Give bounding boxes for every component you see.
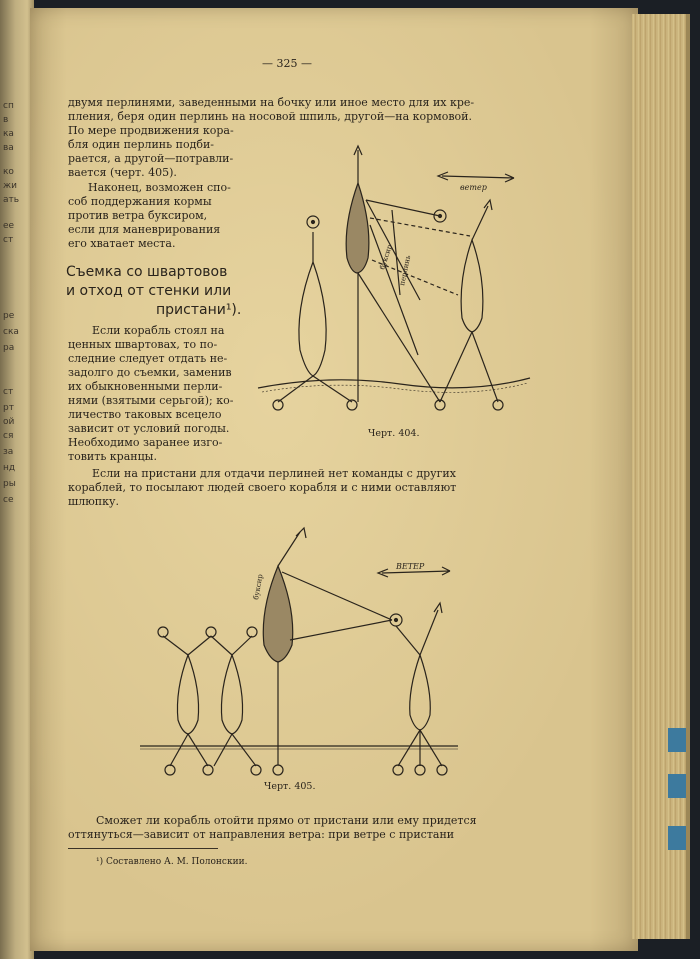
hawser-label: перлинь (398, 254, 413, 287)
page-number: — 325 — (262, 57, 312, 70)
paragraph-line: их обыкновенными перли- (68, 380, 223, 393)
paragraph-line: вается (черт. 405). (68, 166, 177, 179)
paragraph-line: зависит от условий погоды. (68, 422, 230, 435)
margin-fragment: се (3, 495, 14, 505)
margin-fragment: ой (3, 417, 15, 427)
margin-fragment: нд (3, 463, 16, 473)
margin-fragment: ры (3, 479, 16, 489)
paragraph-line: товить кранцы. (68, 450, 157, 463)
paragraph-line: двумя перлинями, заведенными на бочку или иное место для их кре- (68, 96, 475, 109)
margin-fragment: ее (3, 221, 15, 231)
paragraph-line: если для маневрирования (68, 223, 221, 236)
paragraph-line: задолго до съемки, заменив (68, 366, 232, 379)
wind-label: ветер (460, 183, 487, 192)
margin-fragment: ать (3, 195, 20, 205)
figure-caption: Черт. 404. (368, 428, 420, 439)
paragraph-line: шлюпку. (68, 495, 119, 508)
margin-fragment: за (3, 447, 14, 457)
section-heading: Съемка со швартовов (66, 264, 228, 280)
paragraph-line: соб поддержания кормы (68, 195, 212, 208)
paragraph-line: кораблей, то посылают людей своего корабля и с ними оставляют (68, 481, 457, 494)
tow-label: буксир (378, 243, 394, 271)
margin-fragment: ст (3, 387, 14, 397)
margin-fragment: ска (3, 327, 19, 337)
margin-fragment: сп (3, 101, 14, 111)
footnote: ¹) Составлено А. М. Полонскии. (96, 857, 248, 867)
section-heading: и отход от стенки или (66, 283, 232, 299)
paragraph-line: пления, беря один перлинь на носовой шпиль, другой—на кормовой. (68, 110, 472, 123)
margin-fragment: ра (3, 343, 15, 353)
paragraph-line: его хватает места. (68, 237, 176, 250)
margin-fragment: ст (3, 235, 14, 245)
paragraph-line: следние следует отдать не- (68, 352, 228, 365)
wind-label: ВЕТЕР (396, 562, 425, 571)
tow-label: буксир (252, 573, 265, 601)
paragraph-line: рается, а другой—потравли- (68, 152, 234, 165)
paragraph-line: Наконец, возможен спо- (88, 181, 231, 194)
margin-fragment: в (3, 115, 9, 125)
margin-fragment: жи (3, 181, 17, 191)
margin-fragment: ся (3, 431, 14, 441)
paragraph-line: личество таковых всецело (68, 408, 222, 421)
paragraph-line: бля один перлинь подби- (68, 138, 215, 151)
paragraph-line: Если корабль стоял на (92, 324, 225, 337)
margin-fragment: ре (3, 311, 15, 321)
paragraph-line: Если на пристани для отдачи перлиней нет команды с других (92, 467, 456, 480)
margin-fragment: ко (3, 167, 14, 177)
paragraph-line: ценных швартовах, то по- (68, 338, 218, 351)
margin-fragment: ва (3, 143, 14, 153)
footnote-rule (68, 848, 218, 849)
section-heading: пристани¹). (156, 302, 242, 318)
paragraph-line: нями (взятыми серьгой); ко- (68, 394, 234, 407)
paragraph-line: Сможет ли корабль отойти прямо от пристани или ему придется (96, 814, 477, 827)
paragraph-line: По мере продвижения кора- (68, 124, 234, 137)
margin-fragment: ка (3, 129, 14, 139)
figure-caption: Черт. 405. (264, 781, 316, 792)
paragraph-line: оттянуться—зависит от направления ветра: при ветре с пристани (68, 828, 455, 841)
paragraph-line: Необходимо заранее изго- (68, 436, 223, 449)
paragraph-line: против ветра буксиром, (68, 209, 208, 222)
margin-fragment: рт (3, 403, 14, 413)
